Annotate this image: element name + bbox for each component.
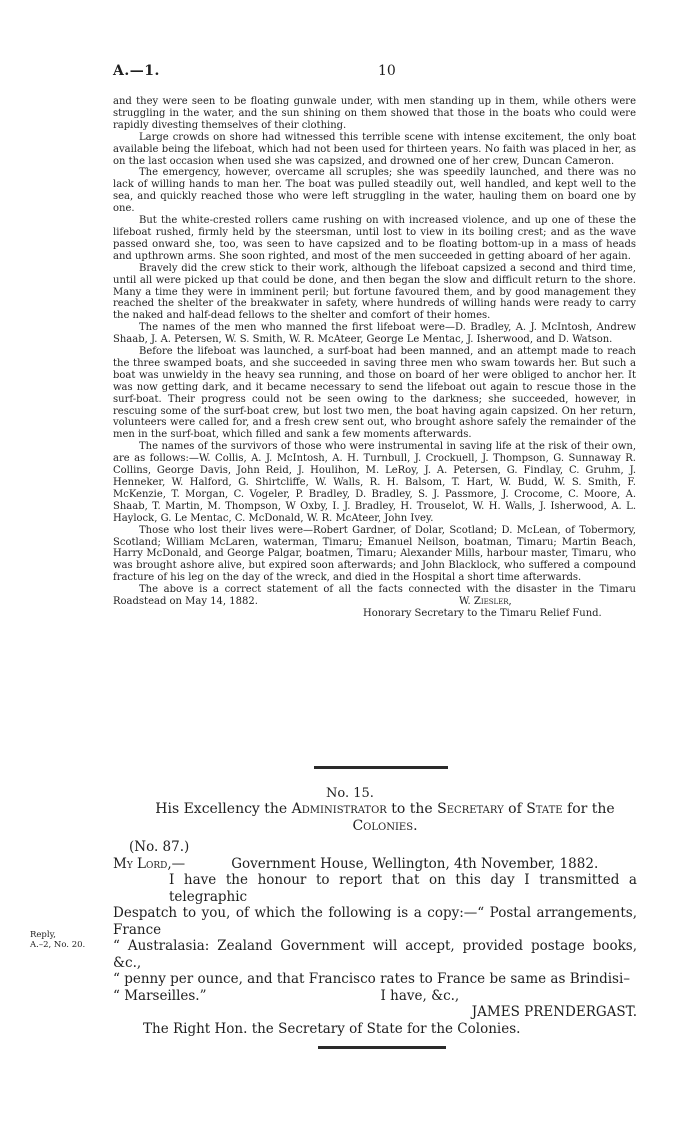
letter-line: “ Australasia: Zealand Government will accept, provided postage books, &c., <box>113 938 637 971</box>
end-divider <box>318 1046 446 1049</box>
margin-note: Reply, A.–2, No. 20. <box>30 930 86 950</box>
letter-line: I have the honour to report that on this day I transmitted a telegraphic <box>169 872 637 905</box>
paragraph: The emergency, however, overcame all scruples; she was speedily launched, and there was no lack of willing hands to man her. The boat was pulled steadily out, well handled, and kept well to the sea, and quickly reached those who were left struggling in the water, hauling them on board one by one. <box>113 167 636 215</box>
letter-line: “ penny per ounce, and that Francisco rates to France be same as Brindisi– <box>113 971 631 987</box>
signer: JAMES PRENDERGAST. <box>471 1004 637 1020</box>
report-text <box>113 96 636 620</box>
letter-line: “ Marseilles.” I have, &c., <box>113 987 460 1004</box>
document-reference: A.—1. <box>113 63 160 79</box>
paragraph: The names of the men who manned the first lifeboat were—D. Bradley, A. J. McIntosh, Andrew Shaab, J. A. Petersen, W. S. Smith, W. R. McAteer, George Le Mentac, J. Isherwood, and D. Watson. <box>113 322 636 346</box>
paragraph: The names of the survivors of those who were instrumental in saving life at the risk of their own, are as follows:—W. Collis, A. J. McIntosh, A. H. Turnbull, J. Crockuell, J. Thompson, G. Sunnaway R. Collins, George Davis, John Reid, J. Houlihon, M. LeRoy, J. A. Petersen, G. Findlay, C. Gruhm, J. Henneker, W. Halford, G. Shirtcliffe, W. Walls, R. H. Balsom, T. Hart, W. Budd, W. S. Smith, F. McKenzie, T. Morgan, C. Vogeler, P. Bradley, D. Bradley, S. J. Passmore, J. Crocome, C. Moore, A. Shaab, T. Martin, M. Thompson, W Oxby, I. J. Bradley, H. Trouselot, W. H. Walls, J. Isherwood, A. L. Haylock, G. Le Mentac, C. McDonald, W. R. McAteer, John Ivey. <box>113 441 636 524</box>
page-number: 10 <box>378 63 396 79</box>
despatch-text <box>113 839 637 1037</box>
paragraph: Those who lost their lives were—Robert Gardner, of Dolar, Scotland; D. McLean, of Tobermory, Scotland; William McLaren, waterman, Timaru; Emanuel Neilson, boatman, Timaru; Martin Beach, Harry McDonald, and George Palgar, boatmen, Timaru; Alexander Mills, harbour master, Timaru, who was brought ashore alive, but expired soon afterwards; and John Blacklock, who suffered a compound fracture of his leg on the day of the wreck, and died in the Hospital a short time afterwards. <box>113 524 636 584</box>
section-number: No. 15. <box>326 786 374 801</box>
paragraph: Before the lifeboat was launched, a surf-boat had been manned, and an attempt made to reach the three swamped boats, and she succeeded in saving three men who swam towards her. But such a boat was unwieldy in the heavy sea running, and those on board of her were obliged to anchor her. It was now getting dark, and it became necessary to send the lifeboat out again to rescue those in the surf-boat. Their progress could not be seen owing to the darkness; she succeeded, however, in rescuing some of the surf-boat crew, but lost two men, the boat having again capsized. On her return, volunteers were called for, and a fresh crew sent out, who brought ashore safely the remainder of the men in the surf-boat, which filled and sank a few moments afterwards. <box>113 346 636 441</box>
letter-line: Despatch to you, of which the following is a copy:—“ Postal arrangements, France <box>113 905 637 938</box>
paragraph: But the white-crested rollers came rushing on with increased violence, and up one of these the lifeboat rushed, firmly held by the steersman, until lost to view in its boiling crest; and as the wave passed onward she, too, was seen to have capsized and to be floating bottom-up in a mass of heads and upthrown arms. She soon righted, and most of the men succeeded in getting aboard of her again. <box>113 215 636 262</box>
salutation-line: My Lord,— Government House, Wellington, 4th November, 1882. <box>113 855 599 872</box>
paragraph: The above is a correct statement of all the facts connected with the disaster in the Timaru Roadstead on May 14, 1882. <box>113 584 636 608</box>
paragraph: Bravely did the crew stick to their work, although the lifeboat capsized a second and third time, until all were picked up that could be done, and then began the slow and difficult return to the shore. Many a time they were in imminent peril; but fortune favoured them, and by good management they reached the shelter of the breakwater in safety, where hundreds of willing hands were ready to carry the naked and half-dead fellows to the shelter and comfort of their homes. <box>113 262 636 322</box>
section-divider <box>314 766 448 769</box>
addressee: The Right Hon. the Secretary of State for the Colonies. <box>143 1020 521 1037</box>
paragraph: and they were seen to be floating gunwale under, with men standing up in them, while others were struggling in the water, and the sun shining on them showed that those in the boats who could were rapidly divesting themselves of their clothing. <box>113 96 636 131</box>
despatch-number: (No. 87.) <box>129 839 190 855</box>
section-title: His Excellency the Administrator to the Secretary of State for the Colonies. <box>155 801 615 834</box>
paragraph: Large crowds on shore had witnessed this terrible scene with intense excitement, the only boat available being the lifeboat, which had not been used for thirteen years. No faith was placed in her, as on the last occasion when used she was capsized, and drowned one of her crew, Duncan Cameron. <box>113 131 636 167</box>
signature-name: W. Ziesler, <box>459 595 512 607</box>
signature-role: Honorary Secretary to the Timaru Relief Fund. <box>363 607 602 619</box>
page-header <box>113 63 633 83</box>
